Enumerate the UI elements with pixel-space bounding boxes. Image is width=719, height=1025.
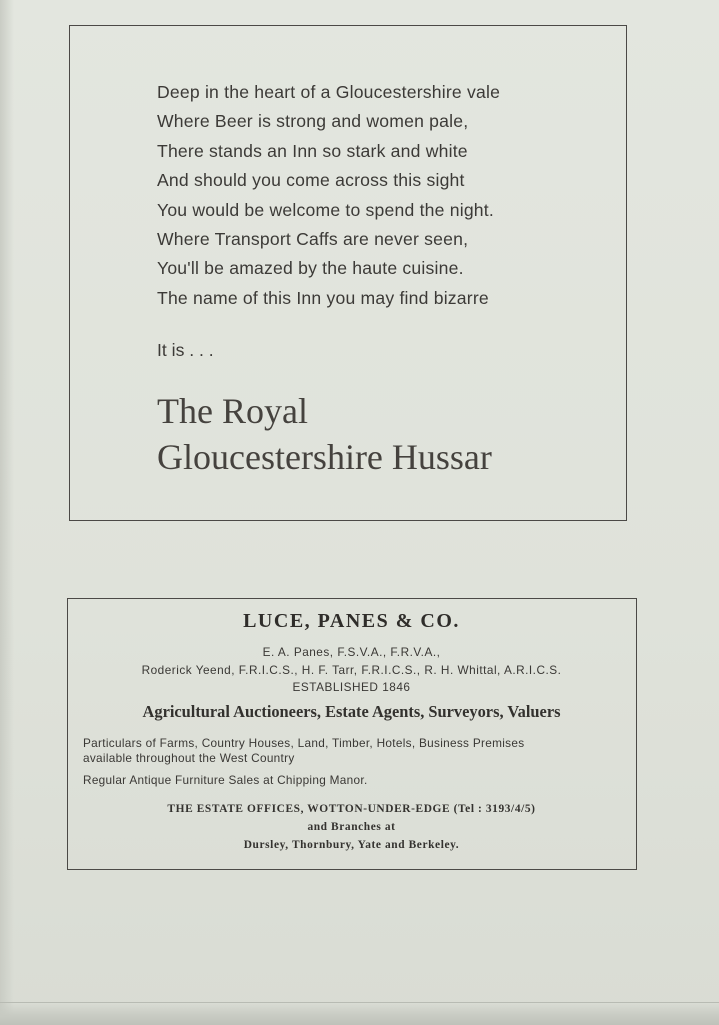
office-line: THE ESTATE OFFICES, WOTTON-UNDER-EDGE (Tel : 3193/4/5) [167, 803, 536, 815]
established-line: ESTABLISHED 1846 [292, 680, 411, 694]
services-heading: Agricultural Auctioneers, Estate Agents, Surveyors, Valuers [142, 702, 561, 721]
poem-line: And should you come across this sight [157, 170, 465, 191]
partners-line-2: Roderick Yeend, F.R.I.C.S., H. F. Tarr, F.R.I.C.S., R. H. Whittal, A.R.I.C.S. [141, 663, 562, 677]
poem-line: The name of this Inn you may find bizarre [157, 287, 489, 308]
sales-text [83, 773, 628, 788]
poem-line: You'll be amazed by the haute cuisine. [157, 258, 464, 279]
inn-name-line1: The Royal [157, 391, 308, 431]
branches-intro: and Branches at [307, 821, 396, 833]
branches-line: Dursley, Thornbury, Yate and Berkeley. [243, 839, 460, 851]
particulars-line-1: Particulars of Farms, Country Houses, Land, Timber, Hotels, Business Premises [83, 736, 525, 750]
firm-name: LUCE, PANES & CO. [243, 610, 460, 632]
particulars-line-2: available throughout the West Country [83, 751, 295, 765]
poem-line: You would be welcome to spend the night. [157, 199, 494, 220]
poem-line: Where Transport Caffs are never seen, [157, 228, 469, 249]
inn-name [157, 388, 492, 480]
poem-line: Where Beer is strong and women pale, [157, 111, 469, 132]
inn-advert-box [69, 25, 627, 521]
page-bottom-edge [0, 1002, 719, 1025]
particulars-text [83, 736, 628, 766]
poem-intro: It is . . . [157, 340, 214, 360]
firm-advert-box [67, 598, 637, 870]
partners-line-1: E. A. Panes, F.S.V.A., F.R.V.A., [262, 645, 441, 659]
poem-line: There stands an Inn so stark and white [157, 140, 468, 161]
poem-line: Deep in the heart of a Gloucestershire vale [157, 82, 501, 102]
sales-line: Regular Antique Furniture Sales at Chipping Manor. [83, 773, 368, 787]
inn-name-line2: Gloucestershire Hussar [157, 437, 492, 477]
poem [157, 78, 617, 313]
page-fold-shadow [0, 0, 14, 1024]
